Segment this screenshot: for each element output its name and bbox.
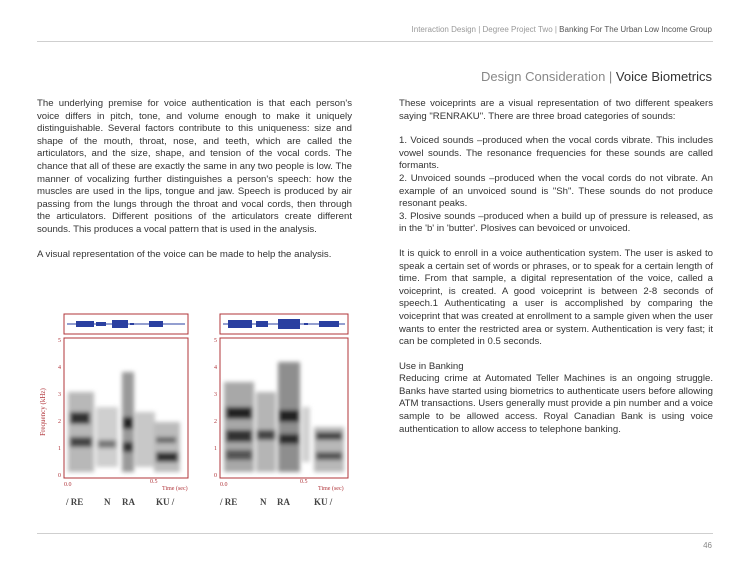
x-tick-label: 0.0 [64,482,72,488]
y-tick-label: 2 [58,419,61,425]
page-number: 46 [703,541,712,550]
x-tick-label: 0.5 [300,479,308,485]
paragraph: A visual representation of the voice can be made to help the analysis. [37,248,332,260]
x-axis-label: Time (sec) [318,486,344,492]
header-course: Interaction Design [411,25,476,34]
y-tick-label: 0 [58,473,61,479]
header-separator: | [552,25,560,34]
right-column [399,98,713,448]
x-tick-label: 0.5 [150,479,158,485]
y-tick-label: 5 [58,338,61,344]
running-header [412,25,712,34]
syllable-label: / RE [66,497,84,507]
y-tick-label: 1 [214,446,217,452]
paragraph: The underlying premise for voice authentication is that each person's voice differs in pitch, tone, and volume enough to make it uniquely distinguishable. Several factors contribute to this uniqueness: size and shape of the mouth, throat, nose, and teeth, which are called the articulators, and the size, shape, and tension of the vocal cords. The chance that all of these are exactly the same in any two people is low. The manner of vocalizing further distinguishes a person's speech: how the muscles are used in the lips, tongue and jaw. Speech is produced by air passing from the lungs through the throat and vocal cords, then through the articulators. Different positions of the articulators create different sounds. This produces a vocal pattern that is used in the analysis. [37,98,353,235]
x-tick-label: 0.0 [220,482,228,488]
left-column [37,98,352,273]
header-rule [37,41,713,42]
y-axis-label-left: Frequency (kHz) [39,388,47,436]
y-tick-label: 5 [214,338,217,344]
spectrogram-figure [34,312,356,512]
y-tick-label: 2 [214,419,217,425]
footer-rule [37,533,713,534]
section-title-prefix: Design Consideration [481,69,606,84]
section-title-main: Voice Biometrics [615,69,712,84]
y-tick-label: 0 [214,473,217,479]
syllable-label: RA [277,497,290,507]
header-project: Degree Project Two [482,25,553,34]
syllable-label: RA [122,497,135,507]
sound-categories-list: 1. Voiced sounds –produced when the vocal cords vibrate. This includes vowel sounds. The resonance frequencies for these sounds are called formants. 2. Unvoiced sounds –produced when the vocal cords do not vibrate. An example of an unvoiced sound is "Sh". These sounds do not produce resonant peaks. 3. Plosive sounds –produced when a build up of pressure is released, as in the 'b' in 'butter'. Plosives can bevoiced or unvoiced. [399,135,713,235]
paragraph: It is quick to enroll in a voice authentication system. The user is asked to speak a certain set of words or phrases, or to speak for a certain length of time. From that sample, a digital representation of the voice, called a voiceprint, is created. A good voiceprint is between 2-8 seconds of speech.1 Authenticating a user is accomplished by comparing the voiceprint that was created at enrollment to a sample given when the user wants to enter the restricted area or system. Authentication is very fast; it can be completed in 0.5 seconds. [399,247,713,348]
paragraph: Reducing crime at Automated Teller Machines is an ongoing struggle. Banks have started using biometrics to authenticate users before allowing ATM transactions. Users generally must provide a pin number and a voice sample to be allowed access. Royal Canadian Bank is using voice authentication to allow access to telephone banking. [399,373,713,435]
syllable-label: N [104,497,111,507]
syllable-label: N [260,497,267,507]
x-axis-label: Time (sec) [162,486,188,492]
y-tick-label: 1 [58,446,61,452]
syllable-label: KU / [156,497,175,507]
section-title-separator: | [605,69,616,84]
header-topic: Banking For The Urban Low Income Group [559,25,712,34]
paragraph: These voiceprints are a visual representation of two different speakers saying "RENRAKU". There are three broad categories of sounds: [399,98,713,122]
header-separator: | [476,25,483,34]
subheading-use-in-banking: Use in Banking [399,360,464,372]
syllable-label: KU / [314,497,333,507]
section-title [481,69,712,84]
y-tick-label: 3 [58,392,61,398]
y-tick-label: 4 [214,365,217,371]
y-tick-label: 4 [58,365,61,371]
y-tick-label: 3 [214,392,217,398]
syllable-label: / RE [220,497,238,507]
